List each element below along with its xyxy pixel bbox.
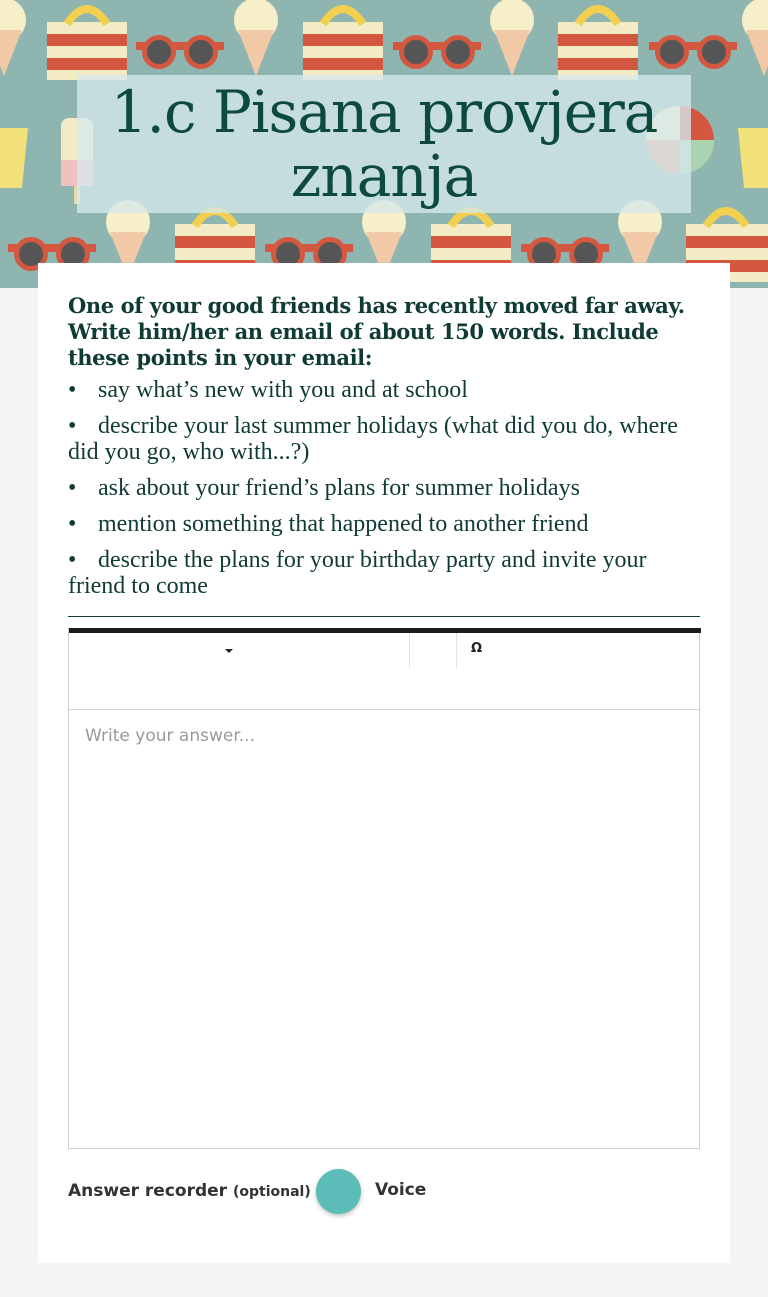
chevron-down-icon xyxy=(225,649,233,653)
list-item: • say what’s new with you and at school xyxy=(68,377,468,403)
bullet: • xyxy=(68,377,77,403)
recorder-label: Answer recorder (optional) xyxy=(68,1181,311,1201)
list-item: • mention something that happened to another friend xyxy=(68,511,589,537)
sunglasses-icon xyxy=(136,35,224,69)
points-list xyxy=(68,377,702,599)
question-prompt: One of your good friends has recently moved far away. Write him/her an email of about 150 words. Include these points in your email: xyxy=(68,293,685,370)
header-banner xyxy=(0,0,768,288)
title-box xyxy=(77,75,691,213)
ice-cream-cone-icon xyxy=(490,0,534,76)
list-item: • ask about your friend’s plans for summer holidays xyxy=(68,475,580,501)
bullet: • xyxy=(68,475,77,501)
list-item: • describe the plans for your birthday party and invite your friend to come xyxy=(68,547,647,599)
ice-cream-cone-icon xyxy=(742,0,768,76)
record-voice-button[interactable] xyxy=(316,1169,361,1214)
beach-bag-icon xyxy=(47,9,127,80)
sunglasses-icon xyxy=(393,35,481,69)
divider xyxy=(68,616,700,617)
optional-label: (optional) xyxy=(232,1184,311,1200)
worksheet-card xyxy=(38,263,730,1263)
toolbar-button[interactable] xyxy=(410,633,457,668)
beach-bag-icon xyxy=(558,9,638,80)
list-item: • describe your last summer holidays (what did you do, where did you go, who with...?) xyxy=(68,413,678,465)
answer-textarea[interactable] xyxy=(69,710,699,1148)
ice-cream-cone-icon xyxy=(234,0,278,76)
special-character-button[interactable]: Ω xyxy=(471,641,483,656)
bucket-icon xyxy=(0,128,28,188)
beach-bag-icon xyxy=(303,9,383,80)
editor-toolbar xyxy=(69,633,699,710)
bullet: • xyxy=(68,547,77,573)
question-block xyxy=(68,293,702,609)
bullet: • xyxy=(68,413,77,439)
font-select-dropdown[interactable] xyxy=(69,633,410,668)
page-title: 1.c Pisana provjera znanja xyxy=(110,78,658,210)
rich-text-editor xyxy=(68,628,700,1149)
answer-recorder xyxy=(68,1169,488,1215)
sunglasses-icon xyxy=(649,35,737,69)
bucket-icon xyxy=(738,128,768,188)
bullet: • xyxy=(68,511,77,537)
voice-label: Voice xyxy=(375,1180,427,1200)
ice-cream-cone-icon xyxy=(0,0,26,76)
